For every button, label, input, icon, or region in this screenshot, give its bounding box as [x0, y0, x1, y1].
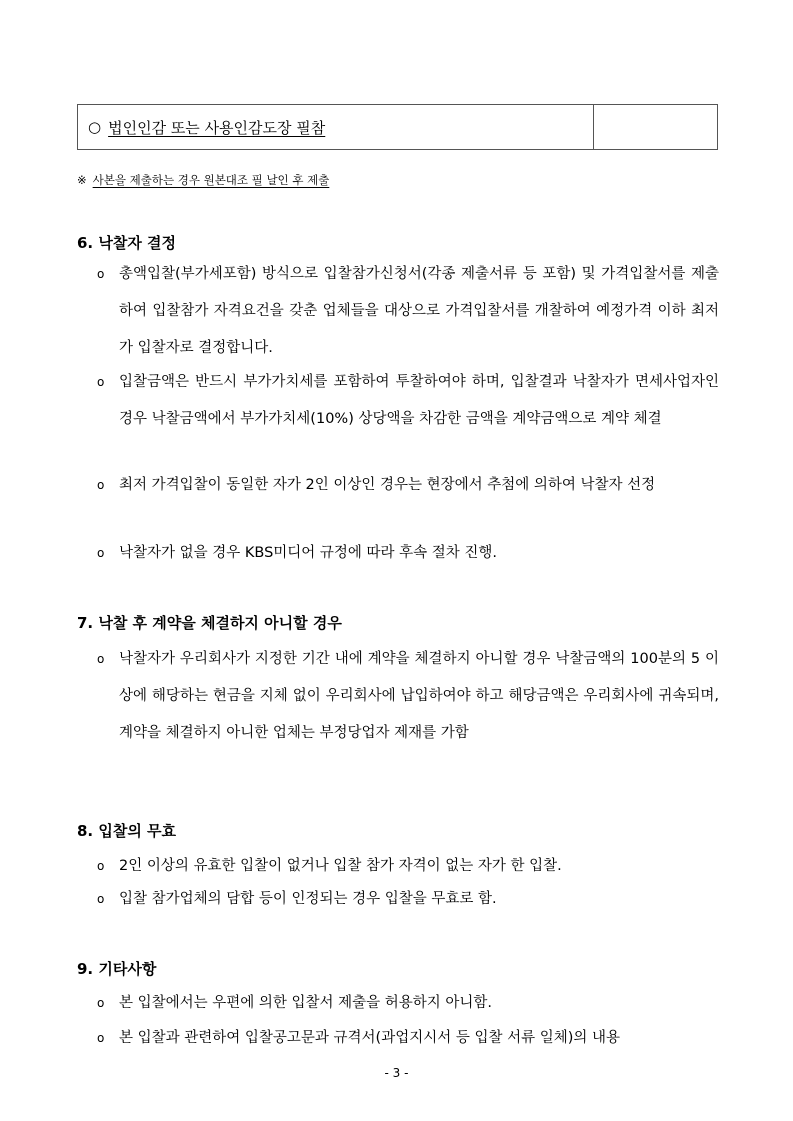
list-item-text: 낙찰자가 우리회사가 지정한 기간 내에 계약을 체결하지 아니할 경우 낙찰금액의 100분의 5 이상에 해당하는 현금을 지체 없이 우리회사에 납입하여야 하고 해당금액은 우리회사에 귀속되며, 계약을 체결하지 아니한 업체는 부정당업자 제재를 가함	[119, 651, 719, 741]
list-item	[97, 364, 719, 438]
list-item	[97, 985, 719, 1022]
list-item	[97, 881, 719, 918]
list-item	[97, 641, 719, 752]
bullet-icon: o	[97, 375, 105, 389]
bullet-icon: o	[97, 478, 105, 492]
section-heading-8: 8. 입찰의 무효	[77, 822, 177, 840]
list-item	[97, 256, 719, 367]
bullet-icon: o	[97, 267, 105, 281]
list-item-text: 2인 이상의 유효한 입찰이 없거나 입찰 참가 자격이 없는 자가 한 입찰.	[119, 858, 562, 874]
reference-mark-icon: ※	[77, 173, 87, 187]
page-number: - 3 -	[384, 1066, 409, 1080]
section-heading-6: 6. 낙찰자 결정	[77, 234, 177, 252]
requirement-text: 법인인감 또는 사용인감도장 필참	[108, 118, 326, 137]
list-item	[97, 848, 719, 885]
requirement-table	[77, 104, 718, 150]
empty-cell	[594, 105, 717, 149]
bullet-icon: o	[97, 996, 105, 1010]
circle-icon: ○	[88, 118, 102, 136]
list-item-text: 본 입찰에서는 우편에 의한 입찰서 제출을 허용하지 아니함.	[119, 995, 493, 1011]
bullet-icon: o	[97, 859, 105, 873]
list-item	[97, 535, 719, 572]
bullet-icon: o	[97, 652, 105, 666]
list-item	[97, 1020, 719, 1057]
requirement-cell	[78, 105, 594, 149]
section-heading-7: 7. 낙찰 후 계약을 체결하지 아니할 경우	[77, 614, 342, 632]
list-item-text: 본 입찰과 관련하여 입찰공고문과 규격서(과업지시서 등 입찰 서류 일체)의 내용	[119, 1030, 621, 1046]
bullet-icon: o	[97, 892, 105, 906]
list-item-text: 입찰금액은 반드시 부가가치세를 포함하여 투찰하여야 하며, 입찰결과 낙찰자가 면세사업자인 경우 낙찰금액에서 부가가치세(10%) 상당액을 차감한 금액을 계약금액으로 계약 체결	[119, 374, 719, 427]
note	[77, 172, 329, 188]
list-item-text: 총액입찰(부가세포함) 방식으로 입찰참가신청서(각종 제출서류 등 포함) 및 가격입찰서를 제출하여 입찰참가 자격요건을 갖춘 업체들을 대상으로 가격입찰서를 개찰하여 예정가격 이하 최저가 입찰자로 결정합니다.	[119, 266, 719, 356]
list-item	[97, 467, 719, 504]
bullet-icon: o	[97, 546, 105, 560]
list-item-text: 낙찰자가 없을 경우 KBS미디어 규정에 따라 후속 절차 진행.	[119, 545, 498, 561]
section-heading-9: 9. 기타사항	[77, 960, 157, 978]
note-text: 사본을 제출하는 경우 원본대조 필 날인 후 제출	[92, 173, 330, 187]
bullet-icon: o	[97, 1031, 105, 1045]
list-item-text: 입찰 참가업체의 담합 등이 인정되는 경우 입찰을 무효로 함.	[119, 891, 497, 907]
list-item-text: 최저 가격입찰이 동일한 자가 2인 이상인 경우는 현장에서 추첨에 의하여 낙찰자 선정	[119, 477, 656, 493]
